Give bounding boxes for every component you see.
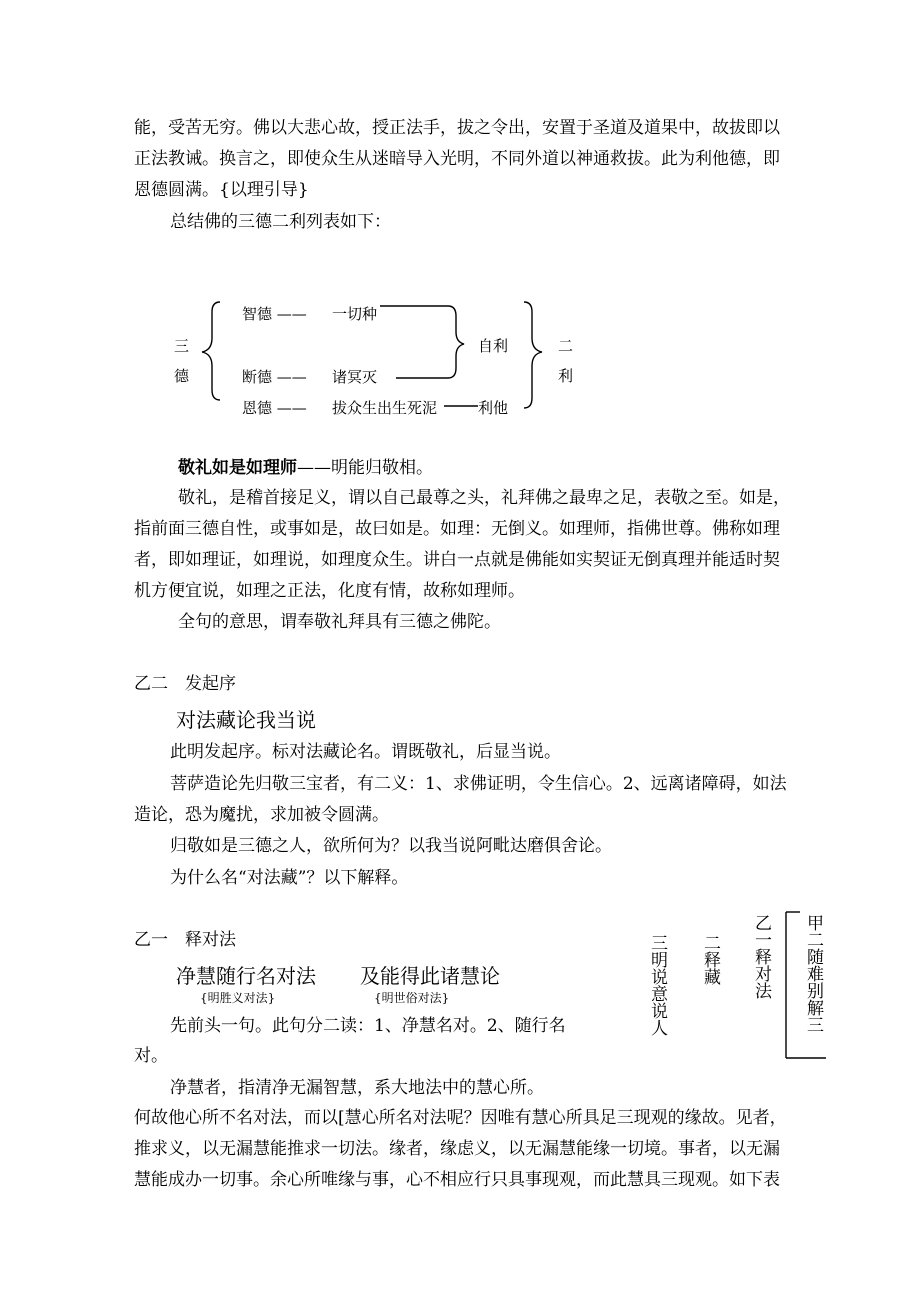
- yi2-line5: 为什么名“对法藏”？以下解释。: [170, 868, 409, 888]
- para1-line1: 能，受苦无穷。佛以大悲心故，授正法手，拔之令出，安置于圣道及道果中，故拔即以: [134, 118, 780, 138]
- yi1-line2: 净慧者，指清净无漏智慧，系大地法中的慧心所。: [170, 1078, 544, 1098]
- yi1-verse-b: 及能得此诸慧论: [360, 964, 500, 988]
- table-intro: 总结佛的三德二利列表如下：: [170, 212, 391, 232]
- yi1-line4: 推求义，以无漏慧能推求一切法。缘者，缘虑义，以无漏慧能缘一切境。事者，以无漏: [134, 1139, 780, 1159]
- jingli-line2: 指前面三德自性，或事如是，故曰如是。如理：无倒义。如理师，指佛世尊。佛称如理: [134, 519, 780, 539]
- para1-line3: 恩德圆满。{以理引导}: [134, 180, 309, 200]
- yi1-verse-a: 净慧随行名对法: [176, 964, 316, 988]
- diagram-row1-name: 智德 ——: [242, 305, 307, 323]
- outline-col1: 甲二随难别解三: [803, 914, 823, 1033]
- outline-col3: 二释藏: [700, 934, 720, 985]
- yi2-line1: 此明发起序。标对法藏论名。谓既敬礼，后显当说。: [170, 742, 561, 762]
- yi2-title: 乙二 发起序: [134, 674, 236, 694]
- jingli-heading-bold: 敬礼如是如理师: [178, 458, 297, 478]
- diagram-row2-name: 断德 ——: [242, 368, 307, 386]
- yi1-line1a: 先前头一句。此句分二读：1、净慧名对。2、随行名: [170, 1016, 566, 1036]
- outline-col2: 乙一释对法: [751, 914, 771, 999]
- diagram-row2-value: 诸冥灭: [332, 368, 378, 386]
- yi1-line3: 何故他心所不名对法，而以[慧心所名对法呢？因唯有慧心所具足三现观的缘故。见者，: [134, 1108, 787, 1128]
- diagram-row3-value: 拔众生出生死泥: [332, 399, 438, 417]
- diagram-right-label-2: 利: [558, 367, 574, 385]
- diagram-left-label-2: 德: [174, 367, 190, 385]
- yi2-verse: 对法藏论我当说: [176, 708, 316, 732]
- jingli-line1: 敬礼，是稽首接足义，谓以自己最尊之头，礼拜佛之最卑之足，表敬之至。如是，: [178, 488, 790, 508]
- yi1-line5: 慧能成办一切事。余心所唯缘与事，心不相应行只具事现观，而此慧具三现观。如下表: [134, 1170, 780, 1190]
- yi1-title: 乙一 释对法: [134, 930, 236, 950]
- yi2-line4: 归敬如是三德之人，欲所何为？以我当说阿毗达磨俱舍论。: [170, 836, 612, 856]
- para1-line2: 正法教诫。换言之，即使众生从迷暗导入光明，不同外道以神通救拔。此为利他德，即: [134, 149, 780, 169]
- jingli-line4: 机方便宜说，如理之正法，化度有情，故称如理师。: [134, 581, 525, 601]
- yi1-line1b: 对。: [134, 1046, 168, 1066]
- yi2-line2: 菩萨造论先归敬三宝者，有二义：1、求佛证明，令生信心。2、远离诸障碍，如法: [170, 774, 787, 794]
- diagram-row3-name: 恩德 ——: [242, 399, 307, 417]
- diagram-right-label-1: 二: [558, 337, 574, 355]
- jingli-line3: 者，即如理证，如理说，如理度众生。讲白一点就是佛能如实契证无倒真理并能适时契: [134, 550, 780, 570]
- jingli-line5: 全句的意思，谓奉敬礼拜具有三德之佛陀。: [178, 612, 501, 632]
- outline-col4: 三明说意说人: [647, 934, 667, 1036]
- diagram-self-benefit: 自利: [478, 337, 509, 355]
- diagram-row1-value: 一切种: [332, 305, 378, 323]
- diagram-left-label-1: 三: [174, 337, 190, 355]
- yi1-note-b: {明世俗对法}: [374, 991, 450, 1005]
- diagram-row3-result: 利他: [478, 399, 509, 417]
- yi1-note-a: {明胜义对法}: [200, 991, 276, 1005]
- yi2-line3: 造论，恐为魔扰，求加被令圆满。: [134, 805, 389, 825]
- jingli-heading-rest: ——明能归敬相。: [297, 458, 433, 478]
